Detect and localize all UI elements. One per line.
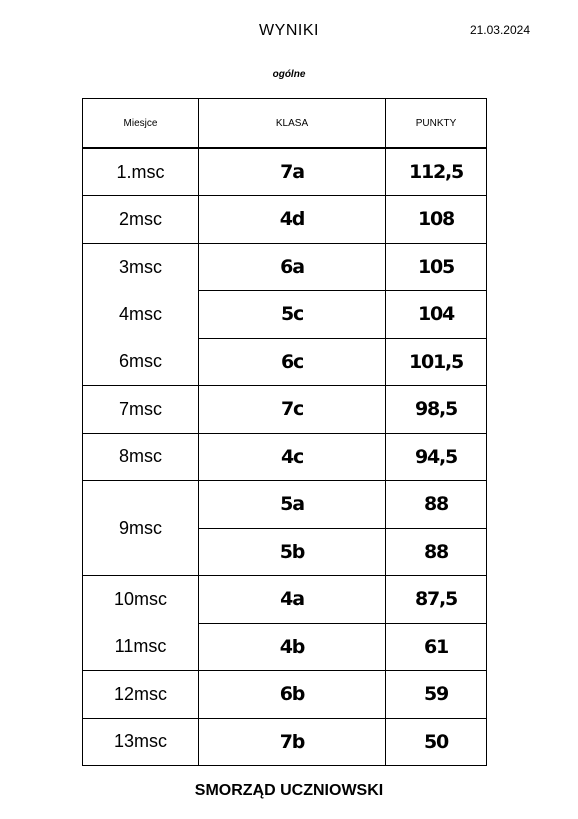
points-cell: 94,5 bbox=[386, 433, 487, 481]
table-row bbox=[83, 386, 487, 434]
points-cell: 105 bbox=[386, 243, 487, 291]
table-row bbox=[83, 718, 487, 766]
place-cell: 1.msc bbox=[83, 148, 199, 196]
class-cell: 5c bbox=[199, 291, 386, 339]
place-cell: 6msc bbox=[83, 338, 199, 386]
points-cell: 112,5 bbox=[386, 148, 487, 196]
table-header-row bbox=[83, 99, 487, 149]
points-cell: 61 bbox=[386, 623, 487, 671]
table-row bbox=[83, 433, 487, 481]
place-cell: 12msc bbox=[83, 671, 199, 719]
place-cell: 4msc bbox=[83, 291, 199, 339]
place-cell: 9msc bbox=[83, 481, 199, 576]
class-cell: 4d bbox=[199, 196, 386, 244]
page-subtitle: ogólne bbox=[272, 69, 306, 80]
footer-signature: SMORZĄD UCZNIOWSKI bbox=[194, 782, 384, 799]
table-row bbox=[83, 576, 487, 624]
class-cell: 5a bbox=[199, 481, 386, 529]
points-cell: 108 bbox=[386, 196, 487, 244]
points-cell: 88 bbox=[386, 528, 487, 576]
class-cell: 7a bbox=[199, 148, 386, 196]
column-header-class: KLASA bbox=[199, 99, 386, 149]
points-cell: 59 bbox=[386, 671, 487, 719]
points-cell: 98,5 bbox=[386, 386, 487, 434]
column-header-place: Miesjce bbox=[83, 99, 199, 149]
points-cell: 88 bbox=[386, 481, 487, 529]
points-cell: 87,5 bbox=[386, 576, 487, 624]
class-cell: 6c bbox=[199, 338, 386, 386]
class-cell: 4b bbox=[199, 623, 386, 671]
class-cell: 5b bbox=[199, 528, 386, 576]
class-cell: 6b bbox=[199, 671, 386, 719]
page-title: WYNIKI bbox=[259, 22, 319, 39]
column-header-points: PUNKTY bbox=[386, 99, 487, 149]
place-cell: 10msc bbox=[83, 576, 199, 624]
class-cell: 4a bbox=[199, 576, 386, 624]
place-cell: 7msc bbox=[83, 386, 199, 434]
class-cell: 4c bbox=[199, 433, 386, 481]
place-cell: 3msc bbox=[83, 243, 199, 291]
table-row bbox=[83, 243, 487, 291]
place-cell: 11msc bbox=[83, 623, 199, 671]
results-table bbox=[82, 98, 487, 766]
class-cell: 7b bbox=[199, 718, 386, 766]
table-row bbox=[83, 481, 487, 529]
place-cell: 8msc bbox=[83, 433, 199, 481]
class-cell: 7c bbox=[199, 386, 386, 434]
table-row bbox=[83, 623, 487, 671]
points-cell: 101,5 bbox=[386, 338, 487, 386]
table-row bbox=[83, 671, 487, 719]
place-cell: 13msc bbox=[83, 718, 199, 766]
table-row bbox=[83, 148, 487, 196]
table-row bbox=[83, 291, 487, 339]
date-label: 21.03.2024 bbox=[469, 23, 530, 37]
table-row bbox=[83, 338, 487, 386]
points-cell: 104 bbox=[386, 291, 487, 339]
table-row bbox=[83, 196, 487, 244]
class-cell: 6a bbox=[199, 243, 386, 291]
place-cell: 2msc bbox=[83, 196, 199, 244]
points-cell: 50 bbox=[386, 718, 487, 766]
